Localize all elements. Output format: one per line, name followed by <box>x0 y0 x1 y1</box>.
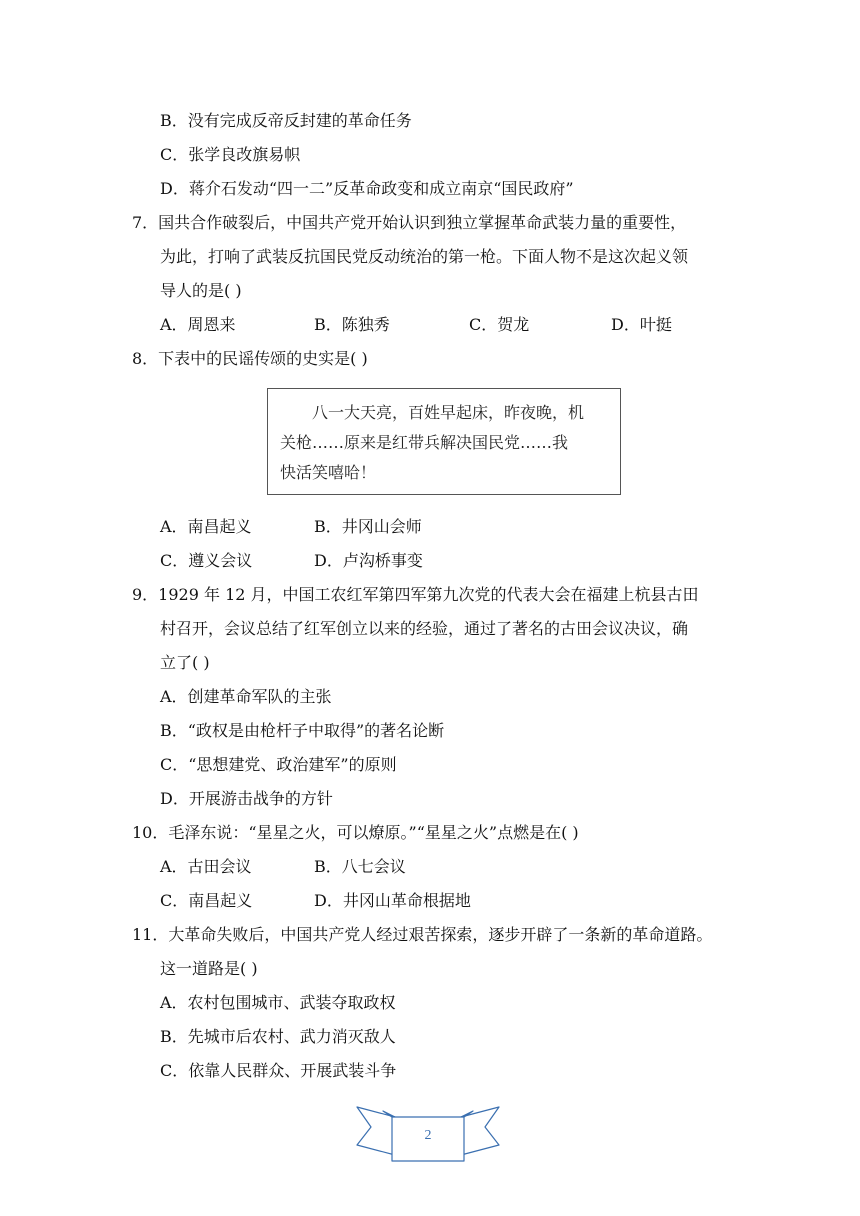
q7-stem-line3: 导人的是( ) <box>160 281 242 300</box>
q9-option-a: A．创建革命军队的主张 <box>160 687 332 706</box>
q6-option-b: B．没有完成反帝反封建的革命任务 <box>160 111 412 130</box>
q9-stem-line3: 立了( ) <box>160 653 210 672</box>
q10-option-c: C．南昌起义 <box>160 891 253 910</box>
q7-stem-line1: 7．国共合作破裂后，中国共产党开始认识到独立掌握革命武装力量的重要性， <box>132 213 687 232</box>
q7-option-b: B．陈独秀 <box>314 315 390 334</box>
q7-stem-line2: 为此，打响了武装反抗国民党反动统治的第一枪。下面人物不是这次起义领 <box>160 247 689 266</box>
folk-song-box <box>267 388 621 495</box>
folk-song-line3: 快活笑嘻哈！ <box>280 463 377 482</box>
q9-stem-line2: 村召开，会议总结了红军创立以来的经验，通过了著名的古田会议决议，确 <box>160 619 689 638</box>
q10-option-b: B．八七会议 <box>314 857 406 876</box>
folk-song-line2: 关枪……原来是红带兵解决国民党……我 <box>280 433 569 452</box>
q6-option-c: C．张学良改旗易帜 <box>160 145 301 164</box>
q8-option-d: D．卢沟桥事变 <box>314 551 423 570</box>
q11-option-a: A．农村包围城市、武装夺取政权 <box>160 993 396 1012</box>
q6-option-d: D．蒋介石发动“四一二”反革命政变和成立南京“国民政府” <box>160 179 574 198</box>
q9-option-c: C．“思想建党、政治建军”的原则 <box>160 755 397 774</box>
q7-option-a: A．周恩来 <box>160 315 236 334</box>
q9-option-d: D．开展游击战争的方针 <box>160 789 333 808</box>
folk-song-line1: 八一大天亮，百姓早起床，昨夜晚，机 <box>312 403 585 422</box>
q7-option-c: C．贺龙 <box>469 315 530 334</box>
q9-stem-line1: 9．1929 年 12 月，中国工农红军第四军第九次党的代表大会在福建上杭县古田 <box>132 585 699 604</box>
q8-option-b: B．井冈山会师 <box>314 517 422 536</box>
q8-option-a: A．南昌起义 <box>160 517 252 536</box>
q11-option-c: C．依靠人民群众、开展武装斗争 <box>160 1061 397 1080</box>
q9-option-b: B．“政权是由枪杆子中取得”的著名论断 <box>160 721 445 740</box>
q7-option-d: D．叶挺 <box>611 315 672 334</box>
q8-option-c: C．遵义会议 <box>160 551 253 570</box>
q11-option-b: B．先城市后农村、武力消灭敌人 <box>160 1027 396 1046</box>
q10-option-d: D．井冈山革命根据地 <box>314 891 471 910</box>
q10-option-a: A．古田会议 <box>160 857 252 876</box>
q11-stem-line2: 这一道路是( ) <box>160 959 258 978</box>
q10-stem: 10．毛泽东说：“星星之火，可以燎原。”“星星之火”点燃是在( ) <box>132 823 579 842</box>
q11-stem-line1: 11．大革命失败后，中国共产党人经过艰苦探索，逐步开辟了一条新的革命道路。 <box>132 925 713 944</box>
q8-stem: 8．下表中的民谣传颂的史实是( ) <box>132 349 368 368</box>
page-number: 2 <box>424 1128 432 1143</box>
